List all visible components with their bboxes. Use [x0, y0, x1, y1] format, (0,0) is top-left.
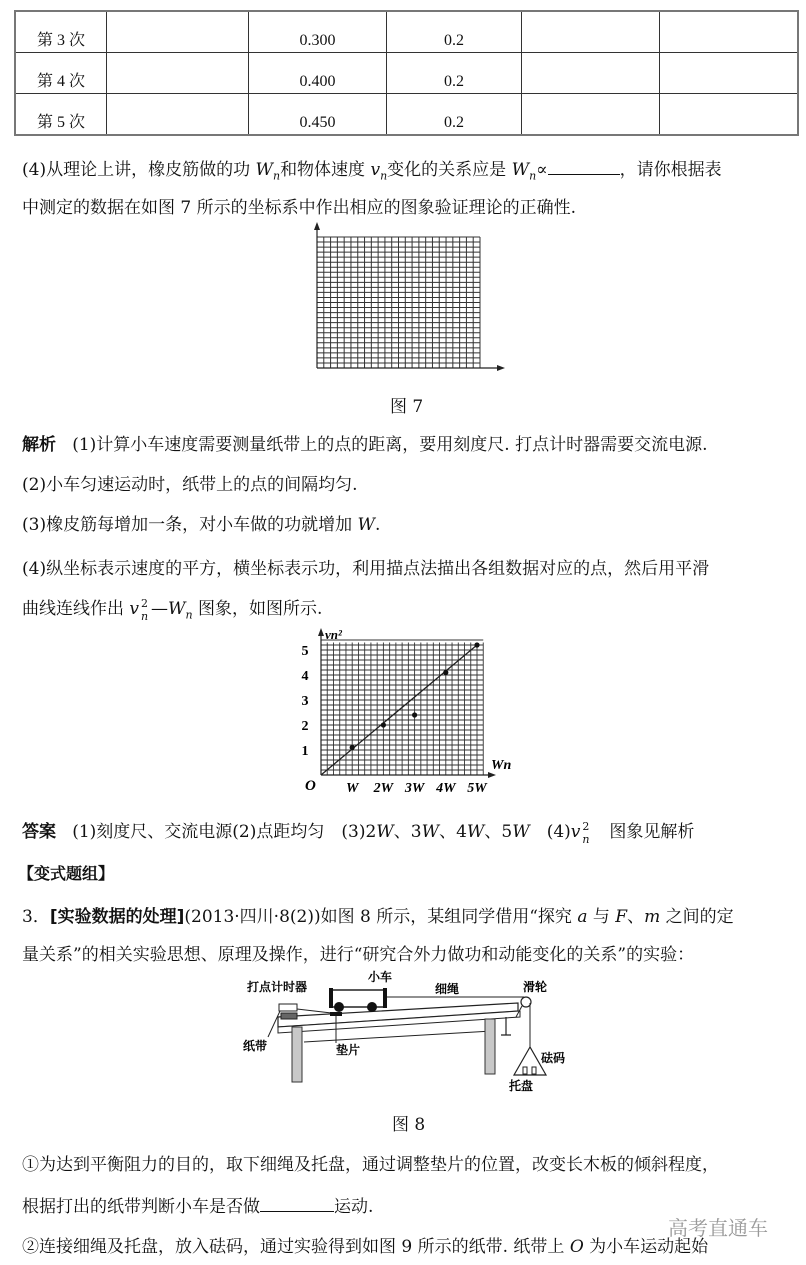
y-tick-label: 3: [301, 694, 309, 709]
table-cell: [15, 11, 107, 53]
subscript-n: n: [272, 169, 281, 183]
question-number: 3．: [22, 907, 50, 927]
symbol-W: W: [511, 160, 530, 180]
table-row: [15, 53, 798, 94]
subscript: n: [582, 833, 590, 846]
analysis-line-4: (4)纵坐标表示速度的平方，横坐标表示功，利用描点法描出各组数据对应的点，然后用平滑: [22, 559, 710, 579]
table-cell: [107, 53, 249, 94]
x-tick-label: 5W: [467, 781, 487, 796]
y-tick-label: 5: [301, 644, 309, 659]
subscript-n: n: [380, 169, 388, 183]
data-point: [381, 722, 386, 727]
table-cell: [387, 94, 522, 136]
data-point: [350, 745, 355, 750]
text: (3)橡皮筋每增加一条，对小车做的功就增加: [22, 515, 358, 535]
figure-7-empty-grid: [305, 222, 505, 380]
text: (2013·四川·8(2))如图 8 所示，某组同学借用“探究: [184, 907, 578, 927]
figure-8-caption: 图 8: [392, 1115, 426, 1135]
x-axis-arrow-icon: [497, 365, 505, 371]
text: 之间的定: [660, 907, 734, 927]
text: (1)刻度尺、交流电源(2)点距均匀 (3)2: [72, 822, 377, 842]
weight: [532, 1067, 536, 1074]
data-point: [474, 642, 479, 647]
x-tick-label: W: [345, 781, 359, 796]
y-axis-label: vn²: [325, 627, 342, 642]
cell-value: 0.2: [444, 32, 464, 49]
answer-line: [22, 820, 695, 846]
text: 根据打出的纸带判断小车是否做: [22, 1197, 260, 1217]
figure-7-caption: 图 7: [390, 397, 424, 417]
sup-sub: [139, 597, 151, 623]
label-weights: 砝码: [541, 1051, 566, 1065]
x-axis-label: Wn: [491, 758, 512, 773]
table-cell: [249, 94, 387, 136]
symbol-m: m: [644, 907, 661, 927]
question-3-line-1: [22, 907, 734, 927]
text: ②连接细绳及托盘，放入砝码，通过实验得到如图 9 所示的纸带. 纸带上: [22, 1237, 570, 1257]
text: (4): [529, 822, 571, 842]
analysis-line-5: [22, 599, 322, 625]
figure-8-apparatus: [230, 965, 580, 1100]
table-cell: [660, 11, 799, 53]
table-row: [15, 11, 798, 53]
text: .: [374, 515, 381, 535]
analysis-line-2: (2)小车匀速运动时，纸带上的点的间隔均匀.: [22, 475, 358, 495]
cell-value: [522, 132, 659, 134]
y-axis-arrow-icon: [314, 222, 320, 230]
table-leg: [485, 1019, 495, 1074]
cell-value: 0.300: [299, 32, 336, 49]
table-leg: [292, 1027, 302, 1082]
text: (1)计算小车速度需要测量纸带上的点的距离，要用刻度尺. 打点计时器需要交流电源.: [72, 435, 708, 455]
y-tick-label: 4: [301, 669, 309, 684]
symbol-W: W: [466, 822, 485, 842]
variant-heading: 【变式题组】: [18, 864, 115, 883]
question-4-line-1: [22, 158, 722, 186]
symbol-F: F: [615, 907, 628, 927]
step-1-line-1: ①为达到平衡阻力的目的，取下细绳及托盘，通过调整垫片的位置，改变长木板的倾斜程度，: [22, 1155, 719, 1175]
symbol-W: W: [376, 822, 394, 842]
symbol-O: O: [569, 1237, 584, 1257]
analysis-label: 解析: [22, 435, 56, 455]
y-tick-label: 2: [301, 719, 309, 734]
label-tray: 托盘: [509, 1079, 534, 1093]
text: 曲线连线作出: [22, 599, 130, 619]
cart-back: [383, 988, 387, 1008]
text: 、: [627, 907, 645, 927]
text: 图象，如图所示.: [192, 599, 323, 619]
superscript: 2: [141, 597, 149, 610]
text: 运动.: [334, 1197, 374, 1217]
answer-blank[interactable]: [260, 1195, 334, 1212]
cell-value: 0.2: [444, 114, 464, 131]
cell-value: 0.2: [444, 73, 464, 90]
cell-value: 0.450: [299, 114, 336, 131]
table-cell: [387, 11, 522, 53]
table-cell: [522, 94, 660, 136]
y-axis-arrow-icon: [318, 628, 324, 636]
text: 和物体速度: [280, 160, 371, 180]
analysis-line-3: [22, 515, 380, 535]
cell-value: [107, 132, 248, 134]
symbol-a: a: [577, 907, 588, 927]
table-cell: [107, 94, 249, 136]
question-4-line-2: 中测定的数据在如图 7 所示的坐标系中作出相应的图象验证理论的正确性.: [22, 198, 577, 218]
table-cell: [660, 94, 799, 136]
data-point: [443, 670, 448, 675]
table-rail: [304, 1031, 492, 1042]
label-rope: 细绳: [435, 982, 460, 996]
timer-device: [279, 1004, 297, 1011]
text: 、4: [439, 822, 467, 842]
table-cell: [249, 11, 387, 53]
pad-shim: [330, 1012, 342, 1016]
data-table: [14, 10, 799, 136]
dash: —: [151, 599, 169, 619]
grid-lines: [317, 237, 480, 368]
step-2-line-1: [22, 1237, 708, 1257]
watermark: 高考直通车: [668, 1216, 768, 1240]
label-tape: 纸带: [243, 1039, 268, 1053]
subscript-n: n: [185, 608, 193, 622]
cart-wheel: [367, 1002, 377, 1012]
step-1-line-2: [22, 1195, 373, 1217]
table-cell: [107, 11, 249, 53]
tape-roll: [281, 1013, 297, 1019]
cell-value: 0.400: [299, 73, 336, 90]
table-cell: [660, 53, 799, 94]
question-tag: [实验数据的处理]: [49, 907, 185, 927]
x-tick-label: 4W: [436, 781, 456, 796]
table-row: [15, 94, 798, 136]
cart-wheel: [334, 1002, 344, 1012]
symbol-W: W: [421, 822, 440, 842]
analysis-line-1: [22, 435, 708, 455]
answer-label: 答案: [22, 822, 56, 842]
label-timer: 打点计时器: [247, 980, 308, 994]
x-tick-labels: [346, 781, 488, 796]
sup-sub: [580, 820, 592, 846]
symbol-W: W: [168, 599, 186, 619]
y-tick-label: 1: [301, 744, 309, 759]
weight: [523, 1067, 527, 1074]
text: 与: [587, 907, 616, 927]
question-3-line-2: 量关系”的相关实验思想、原理及操作，进行“研究合外力做功和动能变化的关系”的实验：: [22, 945, 695, 965]
table-cell: [15, 94, 107, 136]
x-tick-label: 2W: [373, 781, 394, 796]
proportional-symbol: ∝: [536, 160, 548, 180]
text: 为小车运动起始: [583, 1237, 709, 1257]
clamp: [501, 1017, 511, 1035]
superscript: 2: [582, 820, 590, 833]
cart-front: [329, 988, 333, 1008]
label-pulley: 滑轮: [523, 980, 548, 994]
row-label: 第 5 次: [36, 114, 85, 131]
subscript-n: n: [529, 169, 537, 183]
y-tick-labels: [302, 644, 309, 759]
text: 、5: [484, 822, 513, 842]
text: 图象见解析: [592, 822, 695, 842]
symbol-W: W: [357, 515, 375, 535]
text: 、3: [393, 822, 422, 842]
symbol-v: v: [129, 599, 140, 619]
data-point: [412, 712, 417, 717]
symbol-W: W: [512, 822, 530, 842]
row-label: 第 4 次: [36, 73, 85, 90]
x-tick-label: 3W: [404, 781, 425, 796]
answer-chart: [295, 625, 515, 800]
subscript: n: [141, 610, 149, 623]
table-cell: [522, 53, 660, 94]
table-cell: [15, 53, 107, 94]
symbol-W: W: [255, 160, 273, 180]
origin-label: O: [305, 778, 316, 794]
table-cell: [522, 11, 660, 53]
label-pad: 垫片: [336, 1043, 361, 1057]
table-cell: [387, 53, 522, 94]
row-label: 第 3 次: [36, 32, 85, 49]
text: (4)从理论上讲，橡皮筋做的功: [22, 160, 256, 180]
text: 变化的关系应是: [387, 160, 512, 180]
label-cart: 小车: [368, 970, 393, 984]
table-cell: [249, 53, 387, 94]
symbol-v: v: [370, 160, 381, 180]
symbol-v: v: [570, 822, 581, 842]
answer-blank[interactable]: [548, 158, 620, 175]
cell-value: [660, 132, 797, 134]
text: ，请你根据表: [619, 160, 722, 180]
